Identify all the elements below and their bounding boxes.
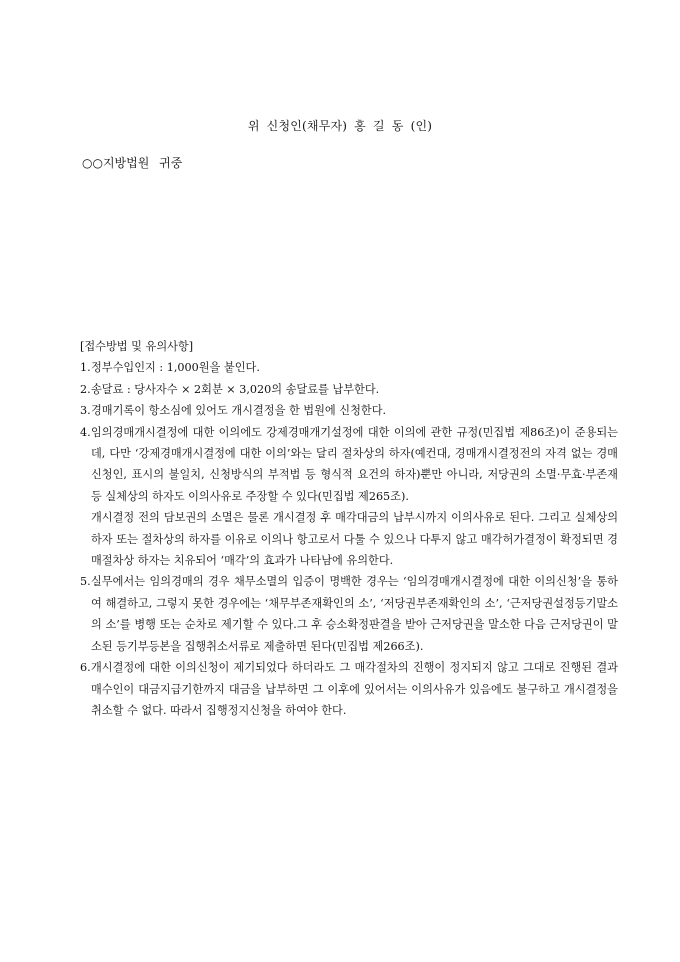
note-item-6 xyxy=(80,657,618,721)
note-item-3 xyxy=(80,400,618,421)
note-text: 임의경매개시결정에 대한 이의에도 강제경매개기설정에 대한 이의에 관한 규정(민집법 제86조)이 준용되는데, 다만 ‘강제경매개시결정에 대한 이의’와는 달리 절차상의 하자(예컨대, 경매개시결정전의 자격 없는 경매신청인, 표시의 불일치, 신청방식의 부적법 등 형식적 요건의 하자)뿐만 아니라, 저당권의 소멸·무효·부존재 등 실체상의 하자도 이의사유로 주장할 수 있다(민집법 제265조). xyxy=(91,425,618,503)
note-item-1 xyxy=(80,357,618,378)
note-number: 4. xyxy=(80,425,91,439)
applicant-signature-line: 위 신청인(채무자) 홍 길 동 (인) xyxy=(247,119,433,133)
note-number: 3. xyxy=(80,404,91,418)
note-text: 실무에서는 임의경매의 경우 채무소멸의 입증이 명백한 경우는 ‘임의경매개시결정에 대한 이의신청’을 통하여 해결하고, 그렇지 못한 경우에는 ‘채무부존재확인의 소’, ‘저당권부존재확인의 소’, ‘근저당권설정등기말소의 소’를 병행 또는 순차로 제기할 수 있다.그 후 승소확정판결을 받아 근저당권을 말소한 다음 근저당권이 말소된 등기부등본을 집행취소서류로 제출하면 된다(민집법 제266조). xyxy=(91,575,618,653)
note-number: 2. xyxy=(80,382,91,396)
note-text-continued: 개시결정 전의 담보권의 소멸은 물론 개시결정 후 매각대금의 납부시까지 이의사유로 된다. 그리고 실체상의 하자 또는 절차상의 하자를 이유로 이의나 항고로서 다툴 수 있으나 다투지 않고 매각허가결정이 확정되면 경매절차상 하자는 치유되어 ‘매각’의 효과가 나타남에 유의한다. xyxy=(91,511,618,568)
note-number: 1. xyxy=(80,361,91,375)
note-text: 경매기록이 항소심에 있어도 개시결정을 한 법원에 신청한다. xyxy=(91,404,387,418)
court-addressee: ○○지방법원 귀중 xyxy=(82,156,183,170)
note-number: 5. xyxy=(80,575,91,589)
note-item-2 xyxy=(80,379,618,400)
note-text: 송달료 : 당사자수 × 2회분 × 3,020의 송달료를 납부한다. xyxy=(91,382,380,396)
note-item-5 xyxy=(80,571,618,657)
note-item-4 xyxy=(80,422,618,572)
notes-title: [접수방법 및 유의사항] xyxy=(80,340,194,353)
note-text: 정부수입인지 : 1,000원을 붙인다. xyxy=(91,361,260,375)
filing-notes-section xyxy=(80,336,618,721)
note-text: 개시결정에 대한 이의신청이 제기되었다 하더라도 그 매각절차의 진행이 정지되지 않고 그대로 진행된 결과 매수인이 대금지급기한까지 대금을 납부하면 그 이후에 있어서는 이의사유가 있음에도 불구하고 개시결정을 취소할 수 없다. 따라서 집행정지신청을 하여야 한다. xyxy=(91,661,618,717)
note-number: 6. xyxy=(80,661,91,675)
